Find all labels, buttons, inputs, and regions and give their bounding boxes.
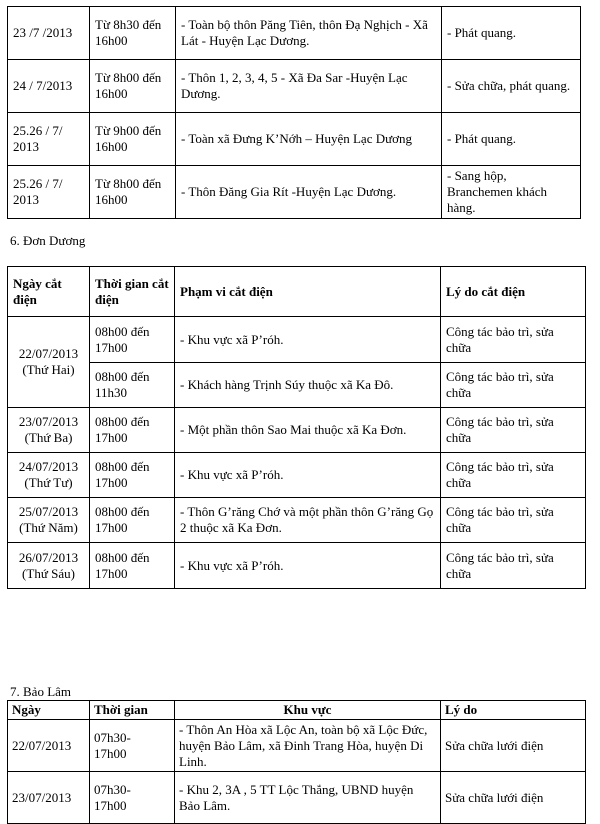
time-cell: 08h00 đến 17h00 bbox=[90, 408, 175, 453]
outage-table-lac-duong bbox=[7, 6, 581, 219]
header-area: Khu vực bbox=[175, 701, 441, 720]
table-row bbox=[8, 772, 586, 824]
scope-cell: - Khu vực xã P’róh. bbox=[175, 317, 441, 363]
reason-cell: Công tác bảo trì, sửa chữa bbox=[441, 543, 586, 589]
scope-cell: - Toàn bộ thôn Păng Tiên, thôn Đạ Nghịch - Xã Lát - Huyện Lạc Dương. bbox=[176, 7, 442, 60]
date-cell: 25.26 / 7/ 2013 bbox=[8, 113, 90, 166]
reason-cell: Công tác bảo trì, sửa chữa bbox=[441, 408, 586, 453]
area-cell: - Thôn An Hòa xã Lộc An, toàn bộ xã Lộc Đức, huyện Bảo Lâm, xã Đinh Trang Hòa, huyện Di Linh. bbox=[175, 720, 441, 772]
date-cell: 22/07/2013 bbox=[8, 720, 90, 772]
header-date: Ngày cắt điện bbox=[8, 267, 90, 317]
reason-cell: Công tác bảo trì, sửa chữa bbox=[441, 363, 586, 408]
date-cell: 24/07/2013 (Thứ Tư) bbox=[8, 453, 90, 498]
header-date: Ngày bbox=[8, 701, 90, 720]
table-row bbox=[8, 363, 586, 408]
table-header-row bbox=[8, 267, 586, 317]
date-cell: 25.26 / 7/ 2013 bbox=[8, 166, 90, 219]
header-reason: Lý do cắt điện bbox=[441, 267, 586, 317]
header-reason: Lý do bbox=[441, 701, 586, 720]
time-cell: 07h30- 17h00 bbox=[90, 720, 175, 772]
table-row bbox=[8, 408, 586, 453]
scope-cell: - Thôn G’răng Chớ và một phần thôn G’răng Gọ 2 thuộc xã Ka Đơn. bbox=[175, 498, 441, 543]
table-header-row bbox=[8, 701, 586, 720]
reason-cell: Sửa chữa lưới điện bbox=[441, 772, 586, 824]
time-cell: 07h30- 17h00 bbox=[90, 772, 175, 824]
header-scope: Phạm vi cắt điện bbox=[175, 267, 441, 317]
header-time: Thời gian cắt điện bbox=[90, 267, 175, 317]
area-cell: - Khu 2, 3A , 5 TT Lộc Thắng, UBND huyện Bảo Lâm. bbox=[175, 772, 441, 824]
table-row bbox=[8, 317, 586, 363]
section-heading-bao-lam: 7. Bảo Lâm bbox=[10, 684, 72, 699]
table-row bbox=[8, 543, 586, 589]
reason-cell: - Phát quang. bbox=[442, 113, 581, 166]
time-cell: 08h00 đến 17h00 bbox=[90, 317, 175, 363]
reason-cell: Công tác bảo trì, sửa chữa bbox=[441, 498, 586, 543]
table-row bbox=[8, 166, 581, 219]
scope-cell: - Khu vực xã P’róh. bbox=[175, 543, 441, 589]
time-cell: Từ 8h00 đến 16h00 bbox=[90, 60, 176, 113]
table-row bbox=[8, 498, 586, 543]
table-row bbox=[8, 7, 581, 60]
date-cell: 23 /7 /2013 bbox=[8, 7, 90, 60]
scope-cell: - Thôn Đăng Gia Rít -Huyện Lạc Dương. bbox=[176, 166, 442, 219]
time-cell: Từ 8h30 đến 16h00 bbox=[90, 7, 176, 60]
date-cell: 24 / 7/2013 bbox=[8, 60, 90, 113]
section-heading-don-duong: 6. Đơn Dương bbox=[10, 233, 86, 248]
scope-cell: - Thôn 1, 2, 3, 4, 5 - Xã Đa Sar -Huyện Lạc Dương. bbox=[176, 60, 442, 113]
time-cell: Từ 9h00 đến 16h00 bbox=[90, 113, 176, 166]
time-cell: Từ 8h00 đến 16h00 bbox=[90, 166, 176, 219]
reason-cell: Công tác bảo trì, sửa chữa bbox=[441, 453, 586, 498]
reason-cell: - Sang hộp, Branchemen khách hàng. bbox=[442, 166, 581, 219]
table-row bbox=[8, 720, 586, 772]
date-cell: 22/07/2013 (Thứ Hai) bbox=[8, 317, 90, 408]
time-cell: 08h00 đến 17h00 bbox=[90, 543, 175, 589]
table-row bbox=[8, 453, 586, 498]
date-cell: 25/07/2013 (Thứ Năm) bbox=[8, 498, 90, 543]
date-cell: 23/07/2013 bbox=[8, 772, 90, 824]
reason-cell: - Phát quang. bbox=[442, 7, 581, 60]
reason-cell: Công tác bảo trì, sửa chữa bbox=[441, 317, 586, 363]
reason-cell: - Sửa chữa, phát quang. bbox=[442, 60, 581, 113]
scope-cell: - Một phần thôn Sao Mai thuộc xã Ka Đơn. bbox=[175, 408, 441, 453]
table-row bbox=[8, 60, 581, 113]
time-cell: 08h00 đến 17h00 bbox=[90, 498, 175, 543]
reason-cell: Sửa chữa lưới điện bbox=[441, 720, 586, 772]
scope-cell: - Khu vực xã P’róh. bbox=[175, 453, 441, 498]
header-time: Thời gian bbox=[90, 701, 175, 720]
date-cell: 26/07/2013 (Thứ Sáu) bbox=[8, 543, 90, 589]
outage-table-don-duong bbox=[7, 266, 586, 589]
time-cell: 08h00 đến 17h00 bbox=[90, 453, 175, 498]
date-cell: 23/07/2013 (Thứ Ba) bbox=[8, 408, 90, 453]
table-row bbox=[8, 113, 581, 166]
outage-table-bao-lam bbox=[7, 700, 586, 824]
scope-cell: - Toàn xã Đưng K’Nớh – Huyện Lạc Dương bbox=[176, 113, 442, 166]
time-cell: 08h00 đến 11h30 bbox=[90, 363, 175, 408]
scope-cell: - Khách hàng Trịnh Súy thuộc xã Ka Đô. bbox=[175, 363, 441, 408]
